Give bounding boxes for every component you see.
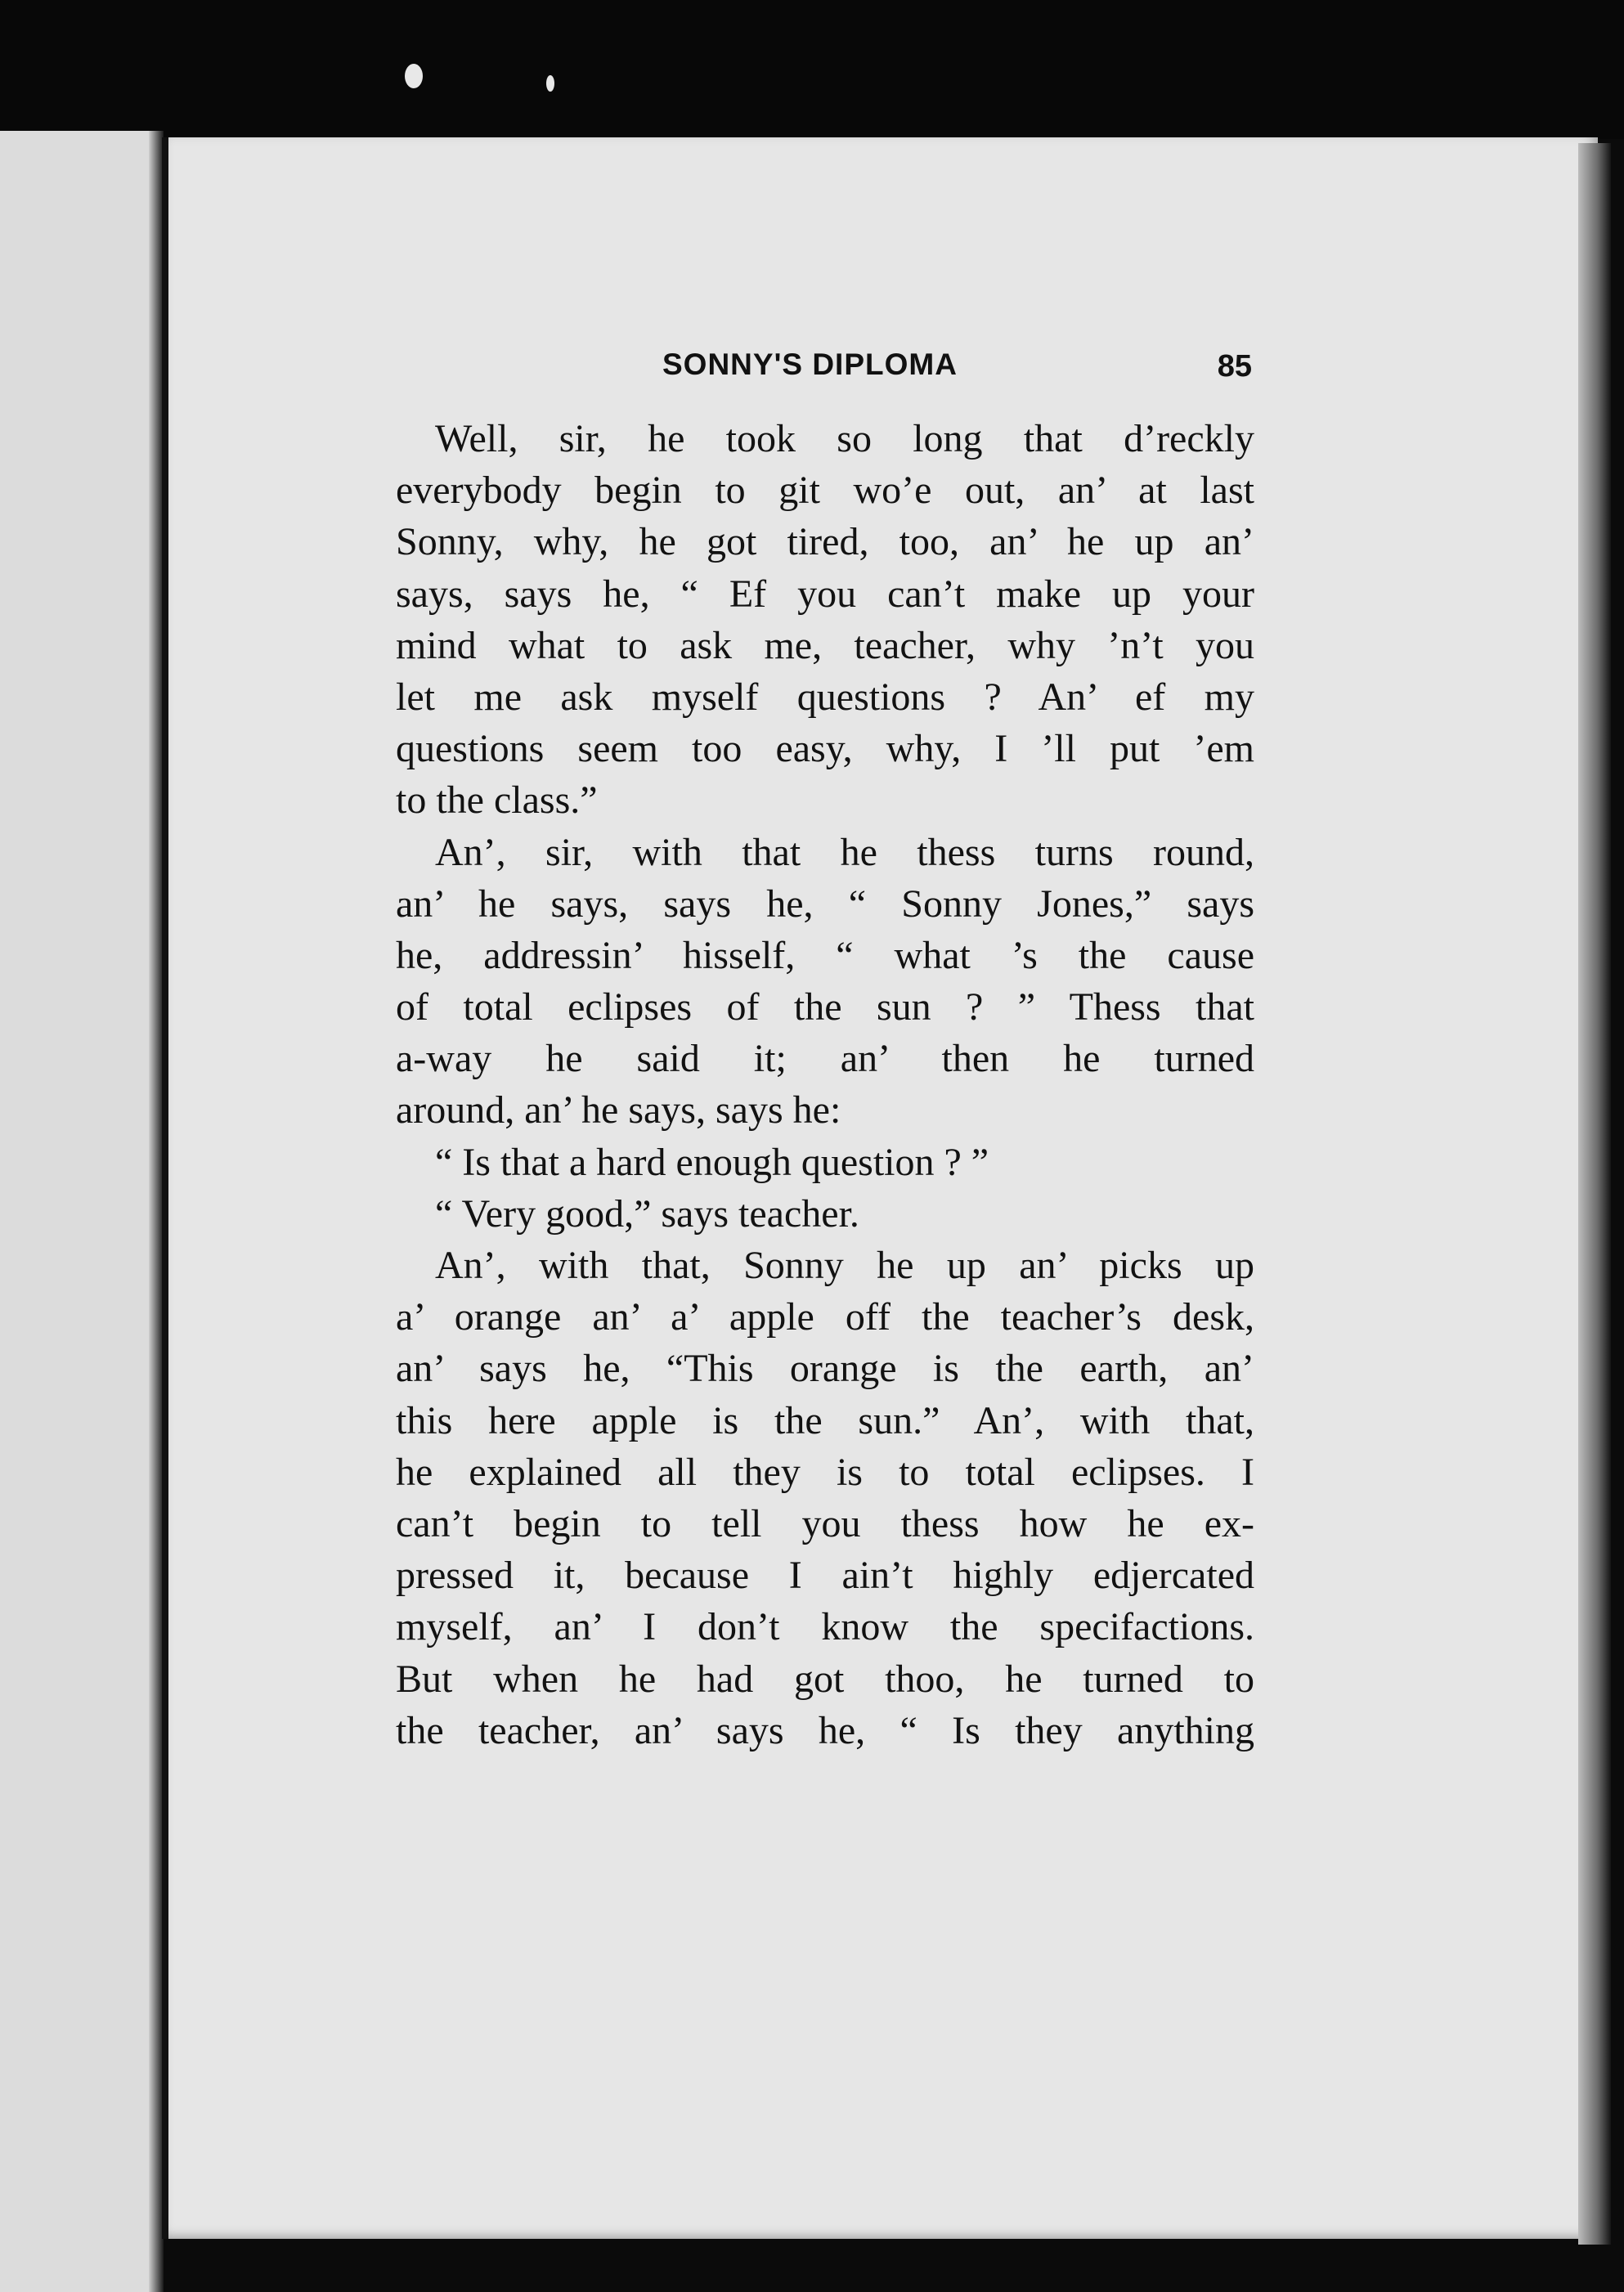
text-line: An’, sir, with that he thess turns round, <box>435 830 1254 874</box>
text-line: myself, an’ I don’t know the specifactions. <box>396 1605 1254 1649</box>
running-head-title: SONNY'S DIPLOMA <box>662 348 958 381</box>
body-text <box>396 413 1254 1756</box>
text-line: let me ask myself questions ? An’ ef my <box>396 675 1254 719</box>
text-line: a’ orange an’ a’ apple off the teacher’s desk, <box>396 1295 1254 1339</box>
text-line: “ Is that a hard enough question ? ” <box>435 1140 989 1184</box>
text-line: an’ says he, “This orange is the earth, an’ <box>396 1347 1254 1391</box>
text-line: “ Very good,” says teacher. <box>435 1191 859 1236</box>
text-line: a-way he said it; an’ then he turned <box>396 1037 1254 1081</box>
text-line: of total eclipses of the sun ? ” Thess that <box>396 985 1254 1029</box>
text-line: he explained all they is to total eclipses. I <box>396 1450 1254 1494</box>
text-line: this here apple is the sun.” An’, with that, <box>396 1398 1254 1442</box>
text-line: Well, sir, he took so long that d’reckly <box>435 417 1254 460</box>
text-line: around, an’ he says, says he: <box>396 1088 841 1133</box>
text-line: mind what to ask me, teacher, why ’n’t you <box>396 623 1254 667</box>
text-line: everybody begin to git wo’e out, an’ at last <box>396 469 1254 513</box>
text-line: the teacher, an’ says he, “ Is they anything <box>396 1708 1254 1752</box>
page-number: 85 <box>1217 349 1252 383</box>
previous-page-edge <box>0 131 164 2292</box>
text-line: says, says he, “ Ef you can’t make up your <box>396 572 1254 616</box>
scan-speck <box>405 64 423 88</box>
page-right-edge <box>1578 143 1611 2245</box>
text-line: An’, with that, Sonny he up an’ picks up <box>435 1244 1254 1287</box>
text-line: questions seem too easy, why, I ’ll put ’em <box>396 727 1254 771</box>
scan-speck <box>546 75 554 92</box>
scan-background-top <box>0 0 1624 139</box>
text-line: to the class.” <box>396 778 598 823</box>
running-head <box>397 348 1252 397</box>
text-line: Sonny, why, he got tired, too, an’ he up an’ <box>396 520 1254 564</box>
text-line: pressed it, because I ain’t highly edjercated <box>396 1554 1254 1598</box>
text-line: an’ he says, says he, “ Sonny Jones,” says <box>396 881 1254 926</box>
text-line: he, addressin’ hisself, “ what ’s the cause <box>396 933 1254 977</box>
text-line: But when he had got thoo, he turned to <box>396 1657 1254 1701</box>
text-line: can’t begin to tell you thess how he ex- <box>396 1501 1254 1545</box>
